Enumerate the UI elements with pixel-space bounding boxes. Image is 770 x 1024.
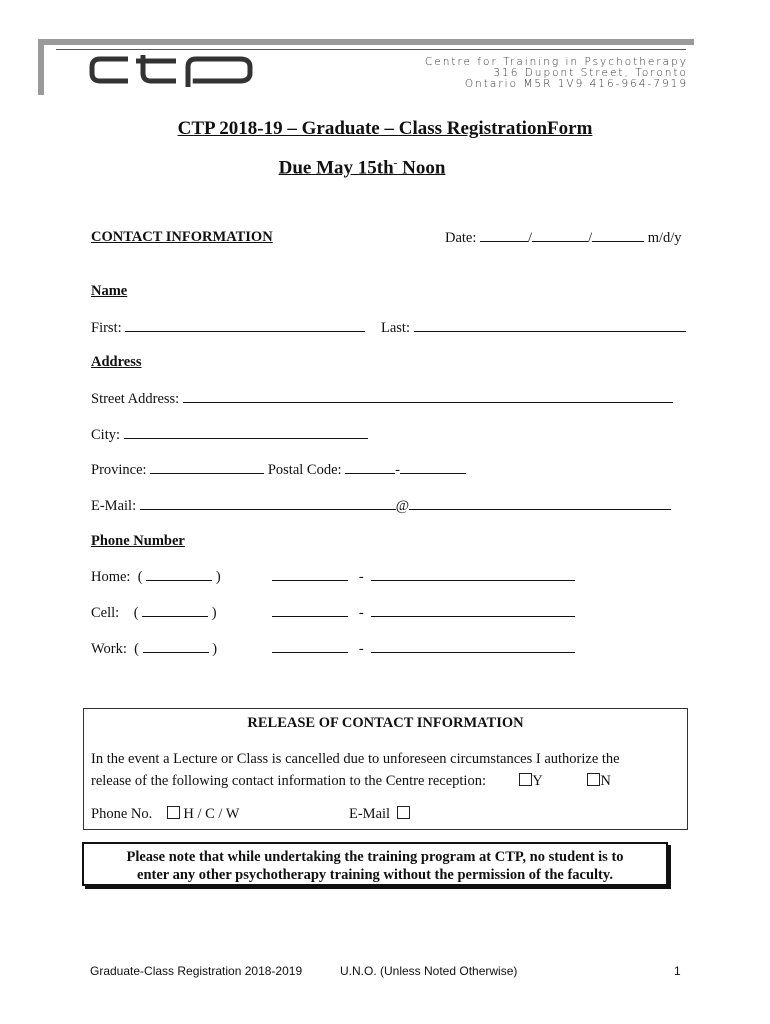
org-name: Centre for Training in Psychotherapy — [424, 56, 688, 68]
postal-label: Postal Code: — [267, 462, 342, 478]
due-text: Due May 15th — [278, 157, 394, 179]
home-number-row: - — [272, 568, 575, 586]
date-year-field[interactable] — [592, 229, 644, 242]
footer-left: Graduate-Class Registration 2018-2019 — [90, 964, 303, 978]
work-prefix-field[interactable] — [272, 640, 348, 653]
release-line2-row — [91, 770, 681, 792]
due-time: Noon — [397, 157, 446, 179]
last-name-row — [381, 319, 686, 337]
cell-phone-row: Cell: ( ) — [91, 605, 217, 621]
city-label: City: — [91, 427, 121, 443]
first-name-field[interactable] — [125, 319, 365, 332]
release-text — [91, 748, 681, 792]
org-street: 316 Dupont Street, Toronto — [493, 67, 688, 79]
date-day-field[interactable] — [532, 229, 588, 242]
release-box — [83, 708, 688, 830]
date-label: Date: — [445, 230, 477, 246]
province-field[interactable] — [150, 461, 264, 474]
email-user-field[interactable] — [140, 497, 396, 510]
last-name-field[interactable] — [414, 319, 686, 332]
street-field[interactable] — [183, 390, 673, 403]
first-name-label: First: — [91, 320, 122, 336]
home-prefix-field[interactable] — [272, 568, 348, 581]
city-row — [91, 426, 368, 444]
first-name-row — [91, 319, 365, 337]
work-label: Work: — [91, 641, 127, 657]
email-row — [91, 497, 671, 515]
release-phone-label: Phone No. — [91, 806, 153, 822]
phone-heading: Phone Number — [91, 533, 185, 549]
date-format: m/d/y — [647, 230, 682, 246]
letterhead-shadow-top — [38, 39, 694, 45]
due-sup: - — [393, 157, 398, 169]
home-area-field[interactable] — [146, 568, 212, 581]
letterhead-shadow-left — [38, 39, 44, 95]
footer-center: U.N.O. (Unless Noted Otherwise) — [340, 964, 518, 978]
release-line2: release of the following contact information to the Centre reception: — [91, 773, 486, 789]
faculty-note-box — [82, 842, 668, 886]
page-number: 1 — [674, 964, 681, 978]
contact-heading: CONTACT INFORMATION — [91, 229, 273, 245]
email-label: E-Mail: — [91, 498, 137, 514]
email-domain-field[interactable] — [409, 497, 671, 510]
release-no-label: N — [600, 773, 611, 789]
street-row — [91, 390, 673, 408]
release-email-checkbox[interactable] — [397, 806, 410, 819]
email-at: @ — [395, 498, 410, 514]
letterhead — [38, 39, 694, 95]
work-area-field[interactable] — [143, 640, 209, 653]
date-row: Date: / / m/d/y — [445, 230, 682, 246]
org-city-phone: Ontario M5R 1V9 416-964-7919 — [464, 78, 688, 90]
due-date — [0, 157, 724, 179]
postal-field-second[interactable] — [400, 461, 466, 474]
release-line1: In the event a Lecture or Class is cancelled due to unforeseen circumstances I authorize the — [91, 751, 620, 767]
work-number-row: - — [272, 640, 575, 658]
cell-label: Cell: — [91, 605, 120, 621]
faculty-note — [84, 848, 666, 884]
work-phone-row: Work: ( ) — [91, 641, 218, 657]
release-phone-checkbox[interactable] — [167, 806, 180, 819]
note-line1: Please note that while undertaking the training program at CTP, no student is to — [126, 849, 624, 865]
ctp-logo — [88, 53, 258, 87]
release-title: RELEASE OF CONTACT INFORMATION — [247, 715, 524, 731]
cell-area-field[interactable] — [142, 604, 208, 617]
cell-number-row: - — [272, 604, 575, 622]
name-heading: Name — [91, 283, 128, 299]
cell-prefix-field[interactable] — [272, 604, 348, 617]
release-yes-checkbox[interactable] — [519, 773, 532, 786]
home-phone-row: Home: ( ) — [91, 569, 221, 585]
address-heading: Address — [91, 354, 142, 370]
last-name-label: Last: — [381, 320, 410, 336]
form-title: CTP 2018-19 – Graduate – Class RegistrationForm — [177, 118, 593, 139]
city-field[interactable] — [124, 426, 368, 439]
letterhead-rule — [56, 49, 686, 50]
release-phone-row — [91, 806, 239, 823]
province-row: Province: Postal Code: - — [91, 461, 466, 479]
work-line-field[interactable] — [371, 640, 575, 653]
org-address — [425, 57, 688, 90]
release-phone-options: H / C / W — [183, 806, 240, 822]
street-label: Street Address: — [91, 391, 180, 407]
release-yes-label: Y — [532, 773, 543, 789]
release-email-row — [349, 806, 410, 823]
release-email-label: E-Mail — [349, 806, 391, 822]
release-no-checkbox[interactable] — [587, 773, 600, 786]
province-label: Province: — [91, 462, 147, 478]
home-line-field[interactable] — [371, 568, 575, 581]
cell-line-field[interactable] — [371, 604, 575, 617]
date-month-field[interactable] — [480, 229, 528, 242]
note-line2: enter any other psychotherapy training without the permission of the faculty. — [137, 867, 613, 883]
home-label: Home: — [91, 569, 131, 585]
postal-field-first[interactable] — [345, 461, 395, 474]
